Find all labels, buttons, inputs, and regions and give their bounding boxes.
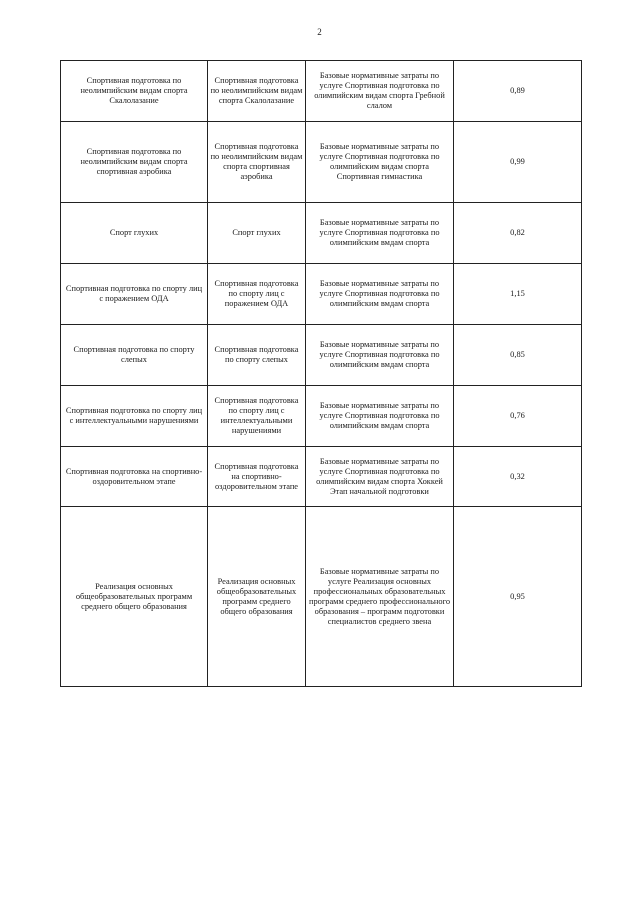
table-row [61, 507, 582, 687]
activity-cell: Реализация основных общеобразовательных программ среднего общего образования [61, 507, 208, 687]
coefficient-cell: 0,32 [454, 447, 582, 507]
coefficient-cell: 0,85 [454, 325, 582, 386]
service-cell: Спортивная подготовка на спортивно-оздоровительном этапе [208, 447, 306, 507]
service-cell: Спортивная подготовка по неолимпийским видам спорта спортивная аэробика [208, 122, 306, 203]
table-row [61, 122, 582, 203]
activity-cell: Спортивная подготовка по спорту лиц с поражением ОДА [61, 264, 208, 325]
basis-cell: Базовые нормативные затраты по услуге Спортивная подготовка по олимпийским видам спорта Гребной слалом [306, 61, 454, 122]
service-cell: Спортивная подготовка по спорту слепых [208, 325, 306, 386]
activity-cell: Спортивная подготовка на спортивно-оздоровительном этапе [61, 447, 208, 507]
activity-cell: Спортивная подготовка по спорту лиц с интеллектуальными нарушениями [61, 386, 208, 447]
basis-cell: Базовые нормативные затраты по услуге Спортивная подготовка по олимпийским вмдам спорта [306, 386, 454, 447]
coefficient-cell: 0,99 [454, 122, 582, 203]
basis-cell: Базовые нормативные затраты по услуге Спортивная подготовка по олимпийским видам спорта Хоккей Этап начальной подготовки [306, 447, 454, 507]
coefficient-cell: 0,82 [454, 203, 582, 264]
table-row [61, 264, 582, 325]
table-row [61, 386, 582, 447]
coefficient-cell: 1,15 [454, 264, 582, 325]
cost-coefficients-table [60, 60, 582, 687]
basis-cell: Базовые нормативные затраты по услуге Спортивная подготовка по олимпийским видам спорта Спортивная гимнастика [306, 122, 454, 203]
table-row [61, 447, 582, 507]
coefficient-cell: 0,76 [454, 386, 582, 447]
basis-cell: Базовые нормативные затраты по услуге Реализация основных профессиональных образовательных программ среднего профессионального образования – программ подготовки специалистов среднего звена [306, 507, 454, 687]
table-row [61, 203, 582, 264]
activity-cell: Спортивная подготовка по неолимпийским видам спорта Скалолазание [61, 61, 208, 122]
activity-cell: Спортивная подготовка по спорту слепых [61, 325, 208, 386]
basis-cell: Базовые нормативные затраты по услуге Спортивная подготовка по олимпийским вмдам спорта [306, 325, 454, 386]
service-cell: Спорт глухих [208, 203, 306, 264]
page-number: 2 [317, 27, 322, 37]
service-cell: Спортивная подготовка по неолимпийским видам спорта Скалолазание [208, 61, 306, 122]
service-cell: Спортивная подготовка по спорту лиц с интеллектуальными нарушениями [208, 386, 306, 447]
coefficient-cell: 0,95 [454, 507, 582, 687]
service-cell: Спортивная подготовка по спорту лиц с поражением ОДА [208, 264, 306, 325]
coefficient-cell: 0,89 [454, 61, 582, 122]
basis-cell: Базовые нормативные затраты по услуге Спортивная подготовка по олимпийским вмдам спорта [306, 264, 454, 325]
table-row [61, 61, 582, 122]
activity-cell: Спорт глухих [61, 203, 208, 264]
activity-cell: Спортивная подготовка по неолимпийским видам спорта спортивная аэробика [61, 122, 208, 203]
table-row [61, 325, 582, 386]
basis-cell: Базовые нормативные затраты по услуге Спортивная подготовка по олимпийским вмдам спорта [306, 203, 454, 264]
service-cell: Реализация основных общеобразовательных программ среднего общего образования [208, 507, 306, 687]
